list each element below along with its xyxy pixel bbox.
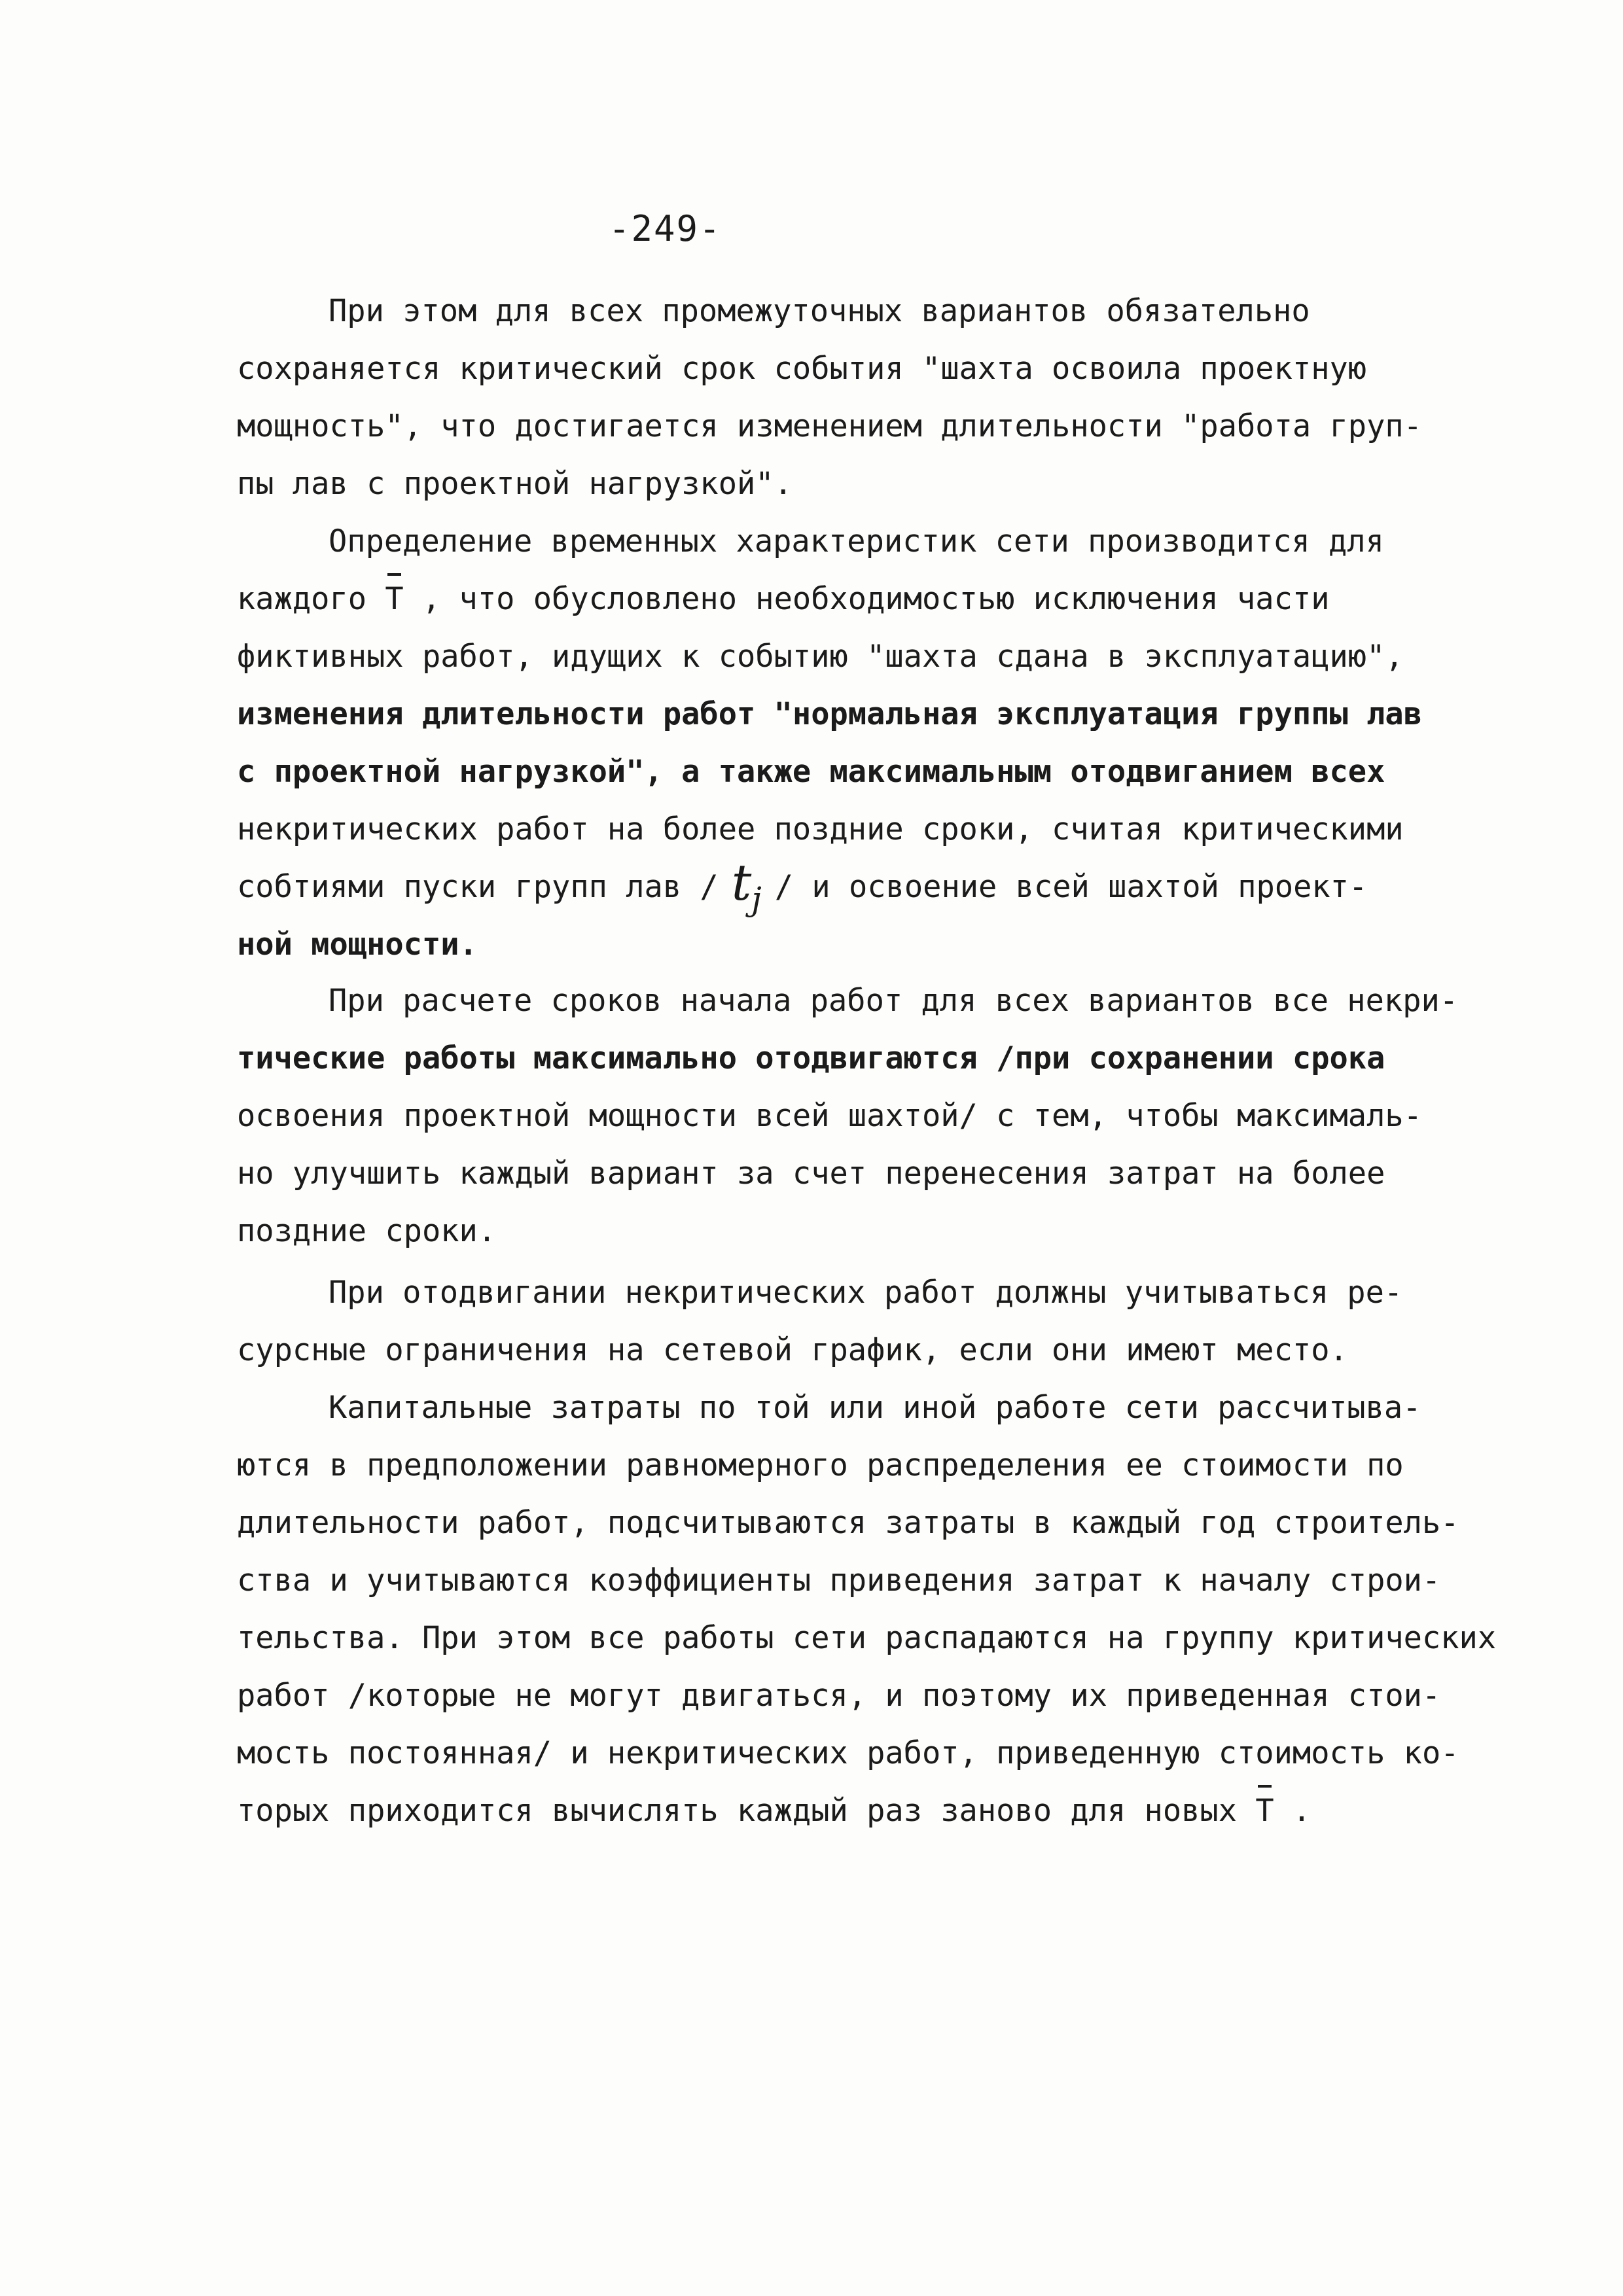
paragraph-line: мощность", что достигается изменением длительности "работа груп- (237, 408, 1422, 444)
paragraph-line: сохраняется критический срок события "шахта освоила проектную (237, 351, 1367, 387)
page-number: -249- (609, 208, 722, 249)
paragraph-4 (237, 1264, 1448, 1379)
t-j-symbol (731, 853, 762, 919)
paragraph-line: но улучшить каждый вариант за счет перенесения затрат на более (237, 1156, 1385, 1192)
paragraph-line: фиктивных работ, идущих к событию "шахта сдана в эксплуатацию", (237, 639, 1404, 675)
paragraph-line: При расчете сроков начала работ для всех вариантов все некри- (329, 983, 1459, 1019)
paragraph-line: изменения длительности работ "нормальная эксплуатация группы лав (237, 696, 1422, 732)
paragraph-line: При отодвигании некритических работ должны учитываться ре- (329, 1275, 1403, 1311)
t-bar-symbol: T (1255, 1782, 1274, 1840)
line-text: , что обусловлено необходимостью исключения части (403, 581, 1330, 617)
paragraph-line: с проектной нагрузкой", а также максимальным отодвиганием всех (237, 754, 1385, 790)
paragraph-line: тические работы максимально отодвигаются /при сохранении срока (237, 1040, 1385, 1076)
paragraph-line: некритических работ на более поздние сроки, считая критическими (237, 811, 1404, 847)
paragraph-line (237, 1782, 1448, 1840)
paragraph-line: работ /которые не могут двигаться, и поэтому их приведенная стои- (237, 1678, 1441, 1714)
paragraph-line: ной мощности. (237, 927, 478, 963)
paragraph-line: ются в предположении равномерного распределения ее стоимости по (237, 1447, 1404, 1483)
paragraph-line: пы лав с проектной нагрузкой". (237, 466, 793, 502)
paragraph-line: освоения проектной мощности всей шахтой/ с тем, чтобы максималь- (237, 1098, 1422, 1134)
paragraph-line: Определение временных характеристик сети производится для (329, 523, 1384, 559)
paragraph-1 (237, 283, 1448, 513)
paragraph-line: тельства. При этом все работы сети распадаются на группу критических (237, 1620, 1497, 1656)
paragraph-line: поздние сроки. (237, 1213, 497, 1249)
paragraph-line: сурсные ограничения на сетевой график, если они имеют место. (237, 1332, 1348, 1368)
paragraph-line (237, 853, 1448, 918)
j-subscript: j (751, 880, 762, 918)
t-symbol: t (731, 853, 752, 911)
line-text: / и освоение всей шахтой проект- (774, 869, 1368, 905)
line-text: каждого (237, 581, 385, 617)
t-bar-symbol: T (385, 571, 403, 628)
paragraph-line: Капитальные затраты по той или иной работе сети рассчитыва- (329, 1390, 1421, 1426)
paragraph-3 (237, 972, 1459, 1260)
line-text: собтиями пуски групп лав / (237, 869, 719, 905)
paragraph-5 (237, 1379, 1497, 1840)
paragraph-line: При этом для всех промежуточных вариантов обязательно (329, 293, 1310, 329)
paragraph-line (237, 571, 1448, 628)
line-text: . (1274, 1793, 1311, 1829)
line-text: торых приходится вычислять каждый раз заново для новых (237, 1793, 1256, 1829)
paragraph-line: мость постоянная/ и некритических работ, приведенную стоимость ко- (237, 1735, 1459, 1771)
paragraph-line: ства и учитываются коэффициенты приведения затрат к началу строи- (237, 1563, 1441, 1598)
paragraph-2 (237, 513, 1448, 974)
paragraph-line: длительности работ, подсчитываются затраты в каждый год строитель- (237, 1505, 1459, 1541)
